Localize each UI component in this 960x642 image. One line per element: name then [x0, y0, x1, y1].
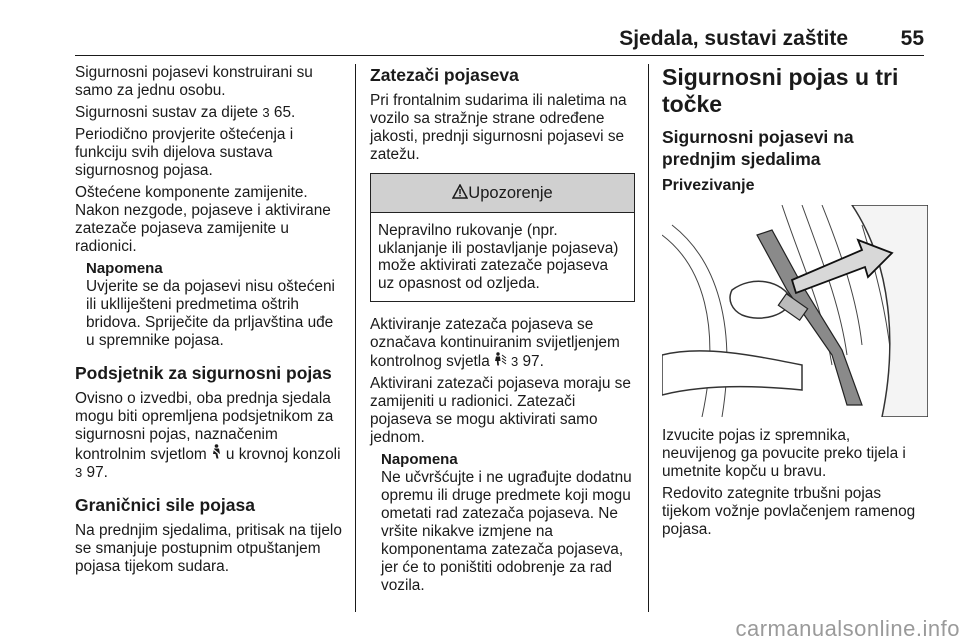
column-1 — [75, 64, 345, 580]
paragraph: Aktivirani zatezači pojaseva moraju se zamijeniti u radionici. Zatezači pojaseva se mogu aktivirati samo jednom. — [370, 375, 631, 446]
warning-text: Nepravilno rukovanje (npr. uklanjanje ili postavljanje pojaseva) može aktivirati zatezače pojaseva uz opasnost od ozljeda. — [378, 222, 619, 292]
paragraph: Sigurnosni pojasevi konstruirani su samo za jednu osobu. — [75, 64, 313, 99]
column-divider-2 — [648, 64, 649, 612]
paragraph: Periodično provjerite oštećenja i funkciju svih dijelova sustava sigurnosnog pojasa. — [75, 126, 294, 179]
heading-fastening: Privezivanje — [662, 177, 755, 194]
paragraph — [370, 316, 635, 371]
paragraph-text: Ovisno o izvedbi, oba prednja sjedala mogu biti opremljena podsjetnikom za sigurnosni pojas, naznačenim kontrolnim svjetlom — [75, 390, 334, 463]
note-block — [381, 451, 635, 595]
warning-header — [371, 174, 634, 213]
column-3 — [662, 64, 927, 543]
heading-three-point-belt: Sigurnosni pojas u tri točke — [662, 64, 899, 117]
page-ref-arrow-icon: 3 — [75, 465, 83, 480]
note-title: Napomena — [86, 260, 163, 277]
column-divider-1 — [355, 64, 356, 612]
page-ref-arrow-icon: 3 — [262, 105, 270, 120]
header-divider — [75, 55, 924, 56]
page-header — [0, 0, 960, 55]
note-block — [86, 260, 345, 350]
page-ref[interactable]: 97. — [522, 353, 544, 370]
warning-triangle-icon — [452, 184, 468, 203]
heading-force-limiters: Graničnici sile pojasa — [75, 495, 255, 515]
page-ref[interactable]: 65. — [273, 104, 296, 121]
page-ref[interactable]: 97. — [86, 464, 108, 481]
heading-belt-tensioners: Zatezači pojaseva — [370, 65, 519, 85]
section-title: Sjedala, sustavi zaštite — [619, 27, 848, 50]
heading-front-seatbelts: Sigurnosni pojasevi na prednjim sjedalima — [662, 127, 854, 169]
paragraph — [75, 390, 345, 482]
paragraph: Na prednjim sjedalima, pritisak na tijelo se smanjuje postupnim otpuštanjem pojasa tijekom sudara. — [75, 522, 342, 575]
paragraph — [75, 104, 345, 122]
paragraph: Oštećene komponente zamijenite. Nakon nezgode, pojaseve i aktivirane zatezače pojaseva zamijenite u radionici. — [75, 184, 331, 255]
paragraph: Redovito zategnite trbušni pojas tijekom vožnje povlačenjem ramenog pojasa. — [662, 485, 916, 538]
heading-seatbelt-reminder: Podsjetnik za sigurnosni pojas — [75, 363, 332, 383]
note-text: Uvjerite se da pojasevi nisu oštećeni ili uklliješteni predmetima oštrih bridova. Spriječite da prljavština uđe u spremnike pojasa. — [86, 278, 335, 349]
page-ref-arrow-icon: 3 — [510, 354, 519, 369]
paragraph: Izvucite pojas iz spremnika, neuvijenog ga povucite preko tijela i umetnite kopču u bravu. — [662, 427, 906, 480]
seatbelt-reminder-icon — [211, 446, 226, 462]
warning-box — [370, 173, 635, 302]
column-2 — [370, 64, 635, 601]
note-text: Ne učvršćujte i ne ugrađujte dodatnu opremu ili druge predmete koji mogu ometati rad zatezača pojaseva. Ne vršite nikakve izmjene na komponentama zatezača pojaseva, jer će to poništiti odobrenje za rad vozila. — [381, 469, 632, 594]
page-number: 55 — [900, 27, 924, 50]
seatbelt-fastening-illustration — [662, 205, 928, 417]
note-title: Napomena — [381, 451, 458, 468]
paragraph-text: Aktiviranje zatezača pojaseva se označava kontinuiranim svijetljenjem kontrolnog svjetla — [370, 316, 620, 370]
paragraph-text: u krovnoj konzoli — [225, 446, 341, 463]
paragraph: Pri frontalnim sudarima ili naletima na vozilo sa stražnje strane određene jakosti, prednji sigurnosni pojasevi se zatežu. — [370, 92, 627, 163]
warning-title: Upozorenje — [468, 184, 553, 202]
paragraph-text: Sigurnosni sustav za dijete — [75, 104, 259, 121]
watermark: carmanualsonline.info — [735, 616, 960, 641]
belt-tensioner-icon — [494, 353, 511, 369]
